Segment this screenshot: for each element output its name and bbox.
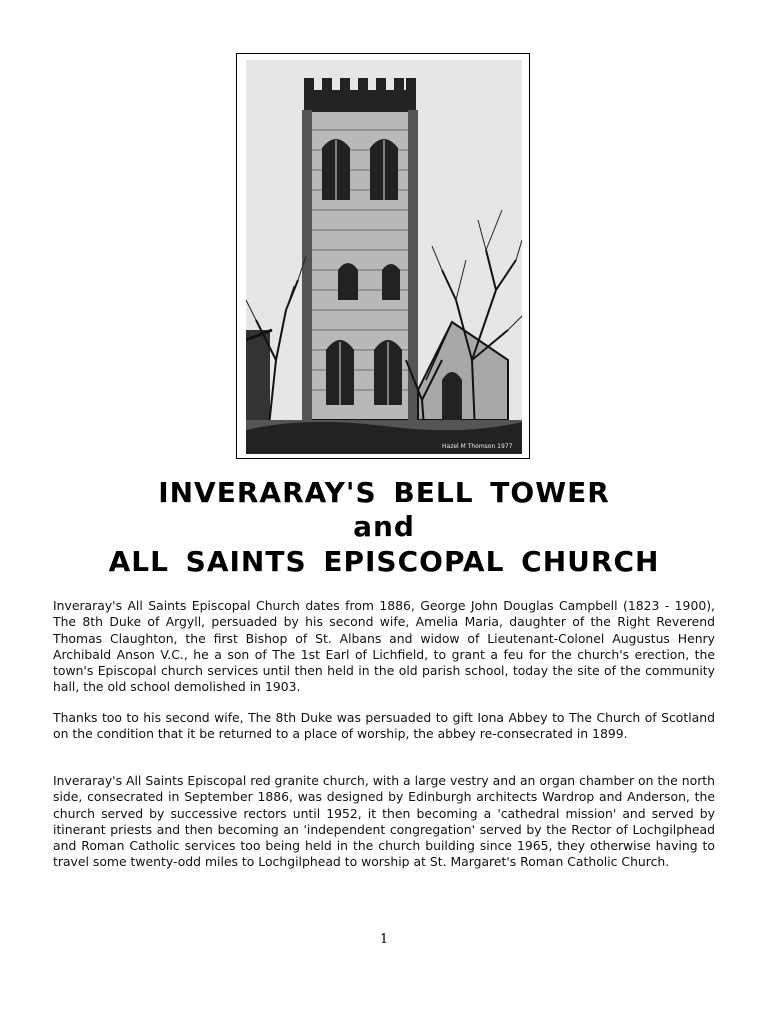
artist-signature: Hazel M Thomson 1977 xyxy=(442,443,513,450)
illustration-frame xyxy=(236,53,530,459)
paragraph-3: Inveraray's All Saints Episcopal red granite church, with a large vestry and an organ chamber on the north side, consecrated in September 1886, was designed by Edinburgh architects Wardrop and Anderson, the church served by successive rectors until 1952, it then becoming a 'cathedral mission' and served by itinerant priests and then becoming an 'independent congregation' served by the Rector of Lochgilphead and Roman Catholic services too being held in the church building since 1965, they otherwise having to travel some twenty-odd miles to Lochgilphead to worship at St. Margaret's Roman Catholic Church. xyxy=(53,773,715,870)
paragraph-1: Inveraray's All Saints Episcopal Church dates from 1886, George John Douglas Campbell (1823 - 1900), The 8th Duke of Argyll, persuaded by his second wife, Amelia Maria, daughter of the Right Reverend Thomas Claughton, the first Bishop of St. Albans and widow of Lieutenant-Colonel Augustus Henry Archibald Anson V.C., he a son of The 1st Earl of Lichfield, to grant a feu for the church's erection, the town's Episcopal church services until then held in the old parish school, today the site of the community hall, the old school demolished in 1903. xyxy=(53,598,715,695)
title-line-3: ALL SAINTS EPISCOPAL CHURCH xyxy=(108,545,660,578)
church-sketch xyxy=(246,60,522,454)
title-line-2: and xyxy=(353,510,415,543)
paragraph-2: Thanks too to his second wife, The 8th Duke was persuaded to gift Iona Abbey to The Church of Scotland on the condition that it be returned to a place of worship, the abbey re-consecrated in 1899. xyxy=(53,710,715,742)
page-number: 1 xyxy=(379,932,389,947)
title-line-1: INVERARAY'S BELL TOWER xyxy=(158,476,610,509)
church-tower-illustration xyxy=(246,60,522,454)
